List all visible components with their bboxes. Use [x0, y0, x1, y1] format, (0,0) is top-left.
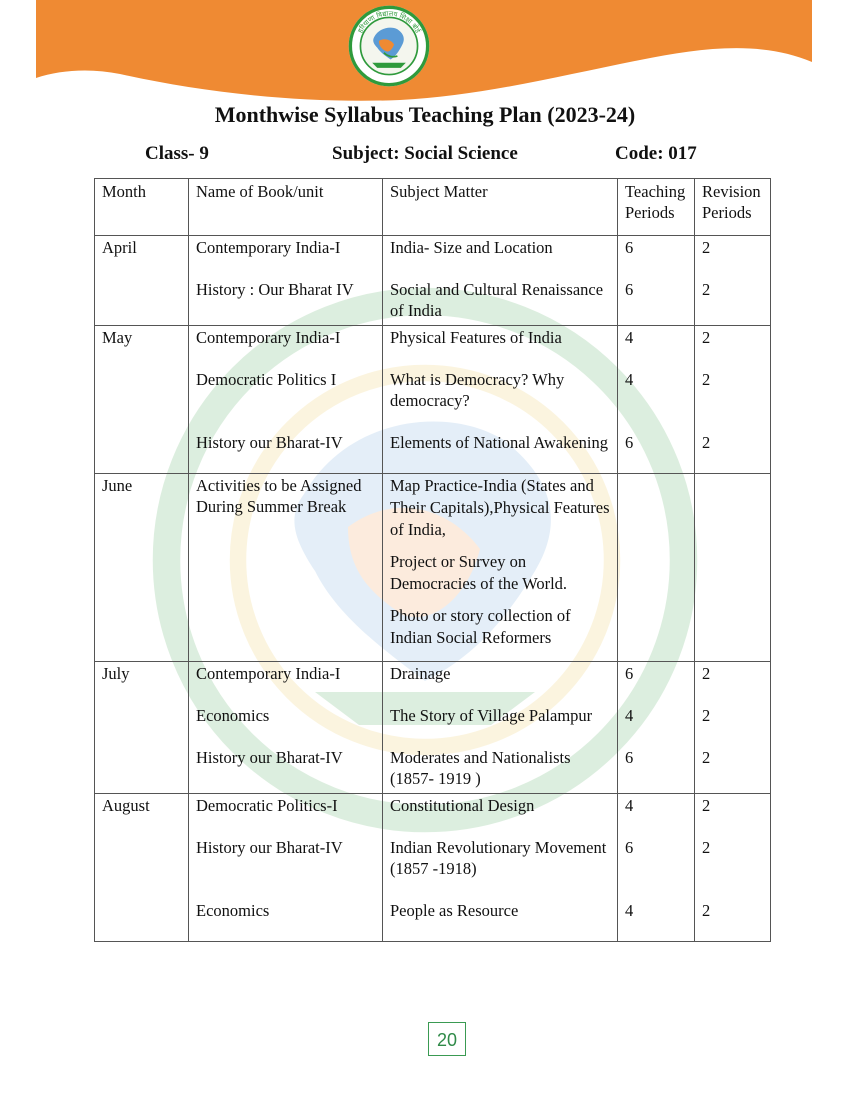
subject-entry: What is Democracy? Why democracy?: [390, 370, 565, 410]
revision-value: 2: [702, 748, 711, 767]
subject-matter-cell: [383, 474, 618, 662]
teaching-cell: [618, 662, 695, 794]
subject-entry: Drainage: [390, 664, 451, 683]
book-entry: Contemporary India-I: [196, 238, 341, 257]
page-title: Monthwise Syllabus Teaching Plan (2023-24): [214, 102, 636, 127]
revision-cell: [695, 326, 771, 474]
table-row: [95, 326, 771, 474]
book-entry: Economics: [196, 706, 270, 725]
book-cell: [189, 474, 383, 662]
header-month: Month: [95, 179, 189, 236]
revision-cell: [695, 662, 771, 794]
syllabus-table: [94, 178, 771, 942]
revision-value: 2: [702, 370, 711, 389]
subject-matter-cell: [383, 236, 618, 326]
book-entry: History our Bharat-IV: [196, 433, 343, 452]
revision-value: 2: [702, 664, 711, 683]
header-book: Name of Book/unit: [189, 179, 383, 236]
subject-entry: The Story of Village Palampur: [390, 706, 593, 725]
month-cell: June: [95, 474, 189, 662]
code-label: Code: 017: [615, 143, 697, 164]
teaching-cell: [618, 326, 695, 474]
subject-matter-cell: [383, 326, 618, 474]
book-cell: [189, 236, 383, 326]
teaching-value: 6: [625, 838, 634, 857]
subject-entry: Moderates and Nationalists (1857- 1919 ): [390, 748, 571, 788]
book-entry: Contemporary India-I: [196, 664, 341, 683]
subject-entry: People as Resource: [390, 901, 519, 920]
revision-value: 2: [702, 838, 711, 857]
month-cell: August: [95, 794, 189, 942]
revision-value: 2: [702, 328, 711, 347]
subject-entry: India- Size and Location: [390, 238, 553, 257]
subject-entry: Elements of National Awakening: [390, 433, 608, 452]
svg-text:हरियाणा विद्यालय शिक्षा बोर्ड: हरियाणा विद्यालय शिक्षा बोर्ड: [356, 9, 422, 35]
subject-entry: Physical Features of India: [390, 328, 562, 347]
teaching-value: 6: [625, 238, 634, 257]
book-entry: Democratic Politics I: [196, 370, 337, 389]
month-cell: July: [95, 662, 189, 794]
page-number: 20: [428, 1022, 466, 1056]
subject-entry: Photo or story collection of Indian Social Reformers: [390, 606, 571, 647]
month-cell: May: [95, 326, 189, 474]
subject-matter-cell: [383, 662, 618, 794]
header-teaching-periods: Teaching Periods: [618, 179, 695, 236]
header-subject-matter: Subject Matter: [383, 179, 618, 236]
subject-entry: Project or Survey on Democracies of the World.: [390, 552, 568, 593]
book-entry: Democratic Politics-I: [196, 796, 338, 815]
book-entry: Activities to be Assigned During Summer Break: [196, 476, 362, 516]
teaching-cell: [618, 236, 695, 326]
revision-value: 2: [702, 901, 711, 920]
subject-entry: Indian Revolutionary Movement (1857 -1918): [390, 838, 607, 878]
teaching-value: 4: [625, 796, 634, 815]
teaching-cell: [618, 474, 695, 662]
month-cell: April: [95, 236, 189, 326]
teaching-value: 4: [625, 706, 634, 725]
revision-cell: [695, 474, 771, 662]
book-entry: History our Bharat-IV: [196, 748, 343, 767]
revision-value: 2: [702, 433, 711, 452]
subject-label: Subject: Social Science: [332, 143, 518, 164]
book-entry: Economics: [196, 901, 270, 920]
teaching-value: 6: [625, 748, 634, 767]
table-row: [95, 474, 771, 662]
teaching-value: 4: [625, 901, 634, 920]
class-label: Class- 9: [145, 143, 209, 164]
book-entry: History our Bharat-IV: [196, 838, 343, 857]
revision-value: 2: [702, 238, 711, 257]
subject-matter-cell: [383, 794, 618, 942]
table-header-row: [95, 179, 771, 236]
book-entry: Contemporary India-I: [196, 328, 341, 347]
book-entry: History : Our Bharat IV: [196, 280, 354, 299]
teaching-value: 6: [625, 433, 634, 452]
book-cell: [189, 662, 383, 794]
teaching-cell: [618, 794, 695, 942]
revision-value: 2: [702, 706, 711, 725]
subject-entry: Map Practice-India (States and Their Capitals),Physical Features of India,: [390, 476, 610, 539]
teaching-value: 4: [625, 370, 634, 389]
revision-cell: [695, 236, 771, 326]
revision-cell: [695, 794, 771, 942]
revision-value: 2: [702, 796, 711, 815]
header-revision-periods: Revision Periods: [695, 179, 771, 236]
table-row: [95, 662, 771, 794]
book-cell: [189, 326, 383, 474]
book-cell: [189, 794, 383, 942]
table-row: [95, 794, 771, 942]
table-row: [95, 236, 771, 326]
teaching-value: 4: [625, 328, 634, 347]
teaching-value: 6: [625, 664, 634, 683]
subject-entry: Social and Cultural Renaissance of India: [390, 280, 604, 320]
teaching-value: 6: [625, 280, 634, 299]
board-logo-icon: [347, 4, 431, 88]
revision-value: 2: [702, 280, 711, 299]
subject-entry: Constitutional Design: [390, 796, 535, 815]
